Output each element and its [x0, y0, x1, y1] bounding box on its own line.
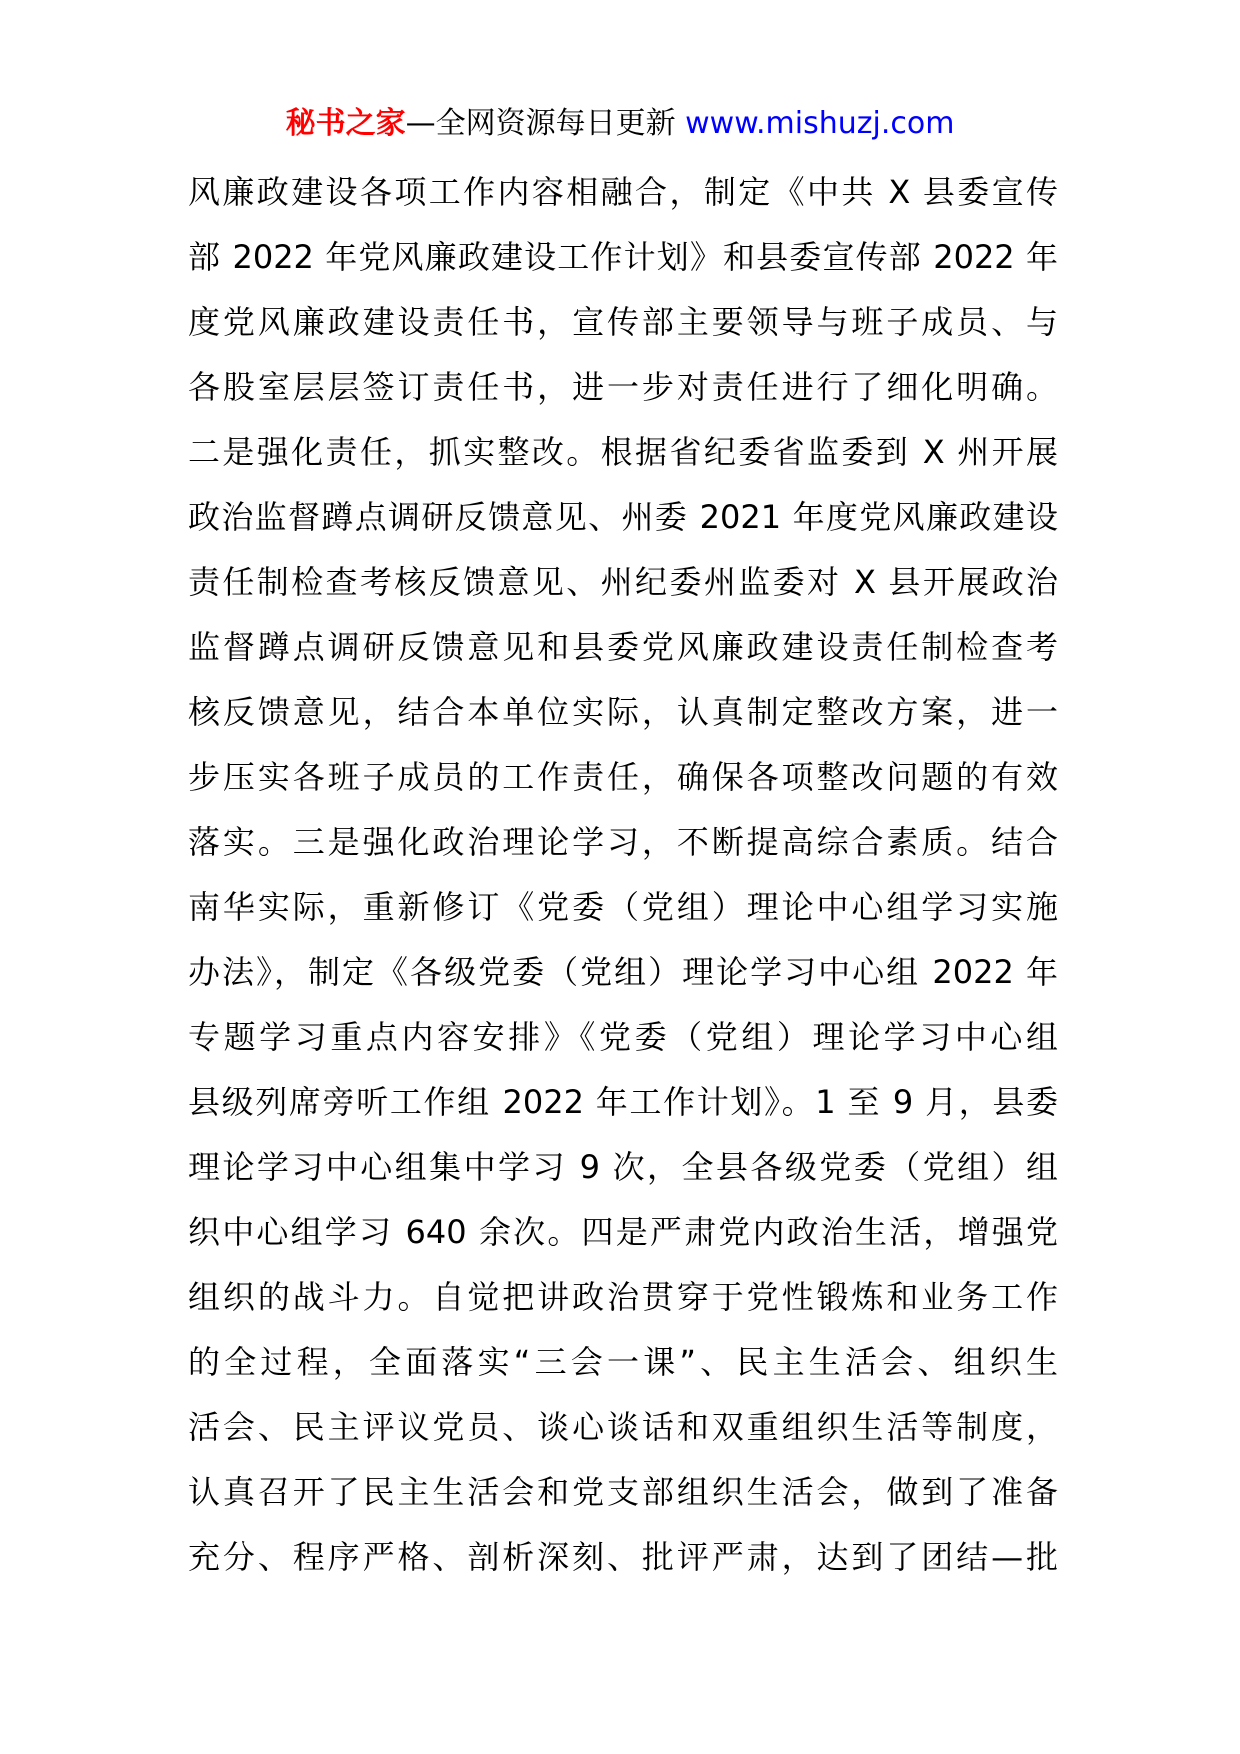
body-line: 专题学习重点内容安排》《党委（党组）理论学习中心组	[188, 1018, 1058, 1056]
body-line: 部 2022 年党风廉政建设工作计划》和县委宣传部 2022 年	[188, 238, 1058, 276]
body-line: 步压实各班子成员的工作责任，确保各项整改问题的有效	[188, 758, 1058, 796]
body-line: 度党风廉政建设责任书，宣传部主要领导与班子成员、与	[188, 303, 1058, 341]
body-line: 的全过程，全面落实“三会一课”、民主生活会、组织生	[188, 1343, 1058, 1381]
site-tagline: —全网资源每日更新	[405, 106, 676, 141]
body-line: 二是强化责任，抓实整改。根据省纪委省监委到 X 州开展	[188, 433, 1058, 471]
body-line: 落实。三是强化政治理论学习，不断提高综合素质。结合	[188, 823, 1058, 861]
body-line: 理论学习中心组集中学习 9 次，全县各级党委（党组）组	[188, 1148, 1058, 1186]
body-line: 各股室层层签订责任书，进一步对责任进行了细化明确。	[188, 368, 1058, 406]
page-header	[0, 104, 1240, 144]
body-line: 南华实际，重新修订《党委（党组）理论中心组学习实施	[188, 888, 1058, 926]
body-line: 监督蹲点调研反馈意见和县委党风廉政建设责任制检查考	[188, 628, 1058, 666]
body-line: 织中心组学习 640 余次。四是严肃党内政治生活，增强党	[188, 1213, 1058, 1251]
site-url-link[interactable]: www.mishuzj.com	[685, 106, 955, 141]
body-line: 活会、民主评议党员、谈心谈话和双重组织生活等制度，	[188, 1408, 1058, 1446]
body-line: 责任制检查考核反馈意见、州纪委州监委对 X 县开展政治	[188, 563, 1058, 601]
body-line: 组织的战斗力。自觉把讲政治贯穿于党性锻炼和业务工作	[188, 1278, 1058, 1316]
body-line: 充分、程序严格、剖析深刻、批评严肃，达到了团结—批	[188, 1538, 1058, 1576]
body-line: 办法》，制定《各级党委（党组）理论学习中心组 2022 年	[188, 953, 1058, 991]
body-line: 核反馈意见，结合本单位实际，认真制定整改方案，进一	[188, 693, 1058, 731]
body-line: 政治监督蹲点调研反馈意见、州委 2021 年度党风廉政建设	[188, 498, 1058, 536]
body-line: 认真召开了民主生活会和党支部组织生活会，做到了准备	[188, 1473, 1058, 1511]
document-body	[188, 160, 1058, 1590]
site-brand: 秘书之家	[285, 106, 406, 141]
body-line: 风廉政建设各项工作内容相融合，制定《中共 X 县委宣传	[188, 173, 1058, 211]
body-line: 县级列席旁听工作组 2022 年工作计划》。1 至 9 月，县委	[188, 1083, 1058, 1121]
